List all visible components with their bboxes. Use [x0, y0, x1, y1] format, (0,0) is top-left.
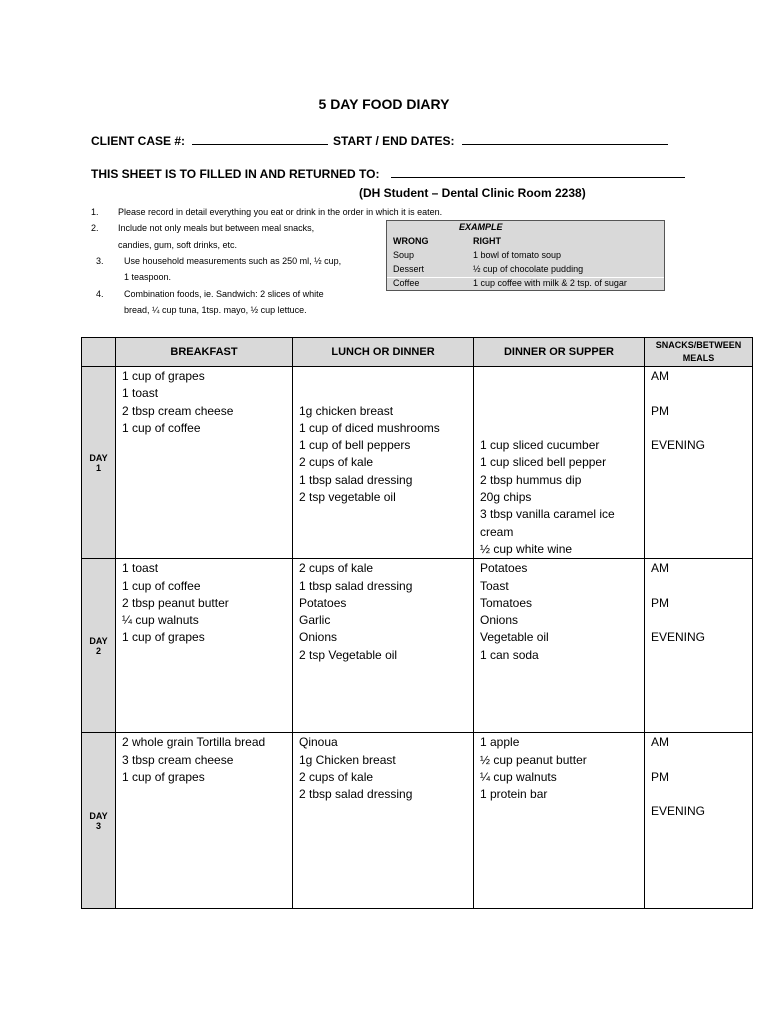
instruction-number: 2.	[91, 223, 99, 233]
breakfast-cell[interactable]	[116, 367, 293, 559]
food-item: 2 cups of kale	[299, 769, 374, 784]
example-wrong-item: Dessert	[393, 264, 425, 274]
food-item: 3 tbsp vanilla caramel ice cream	[480, 507, 615, 539]
snacks-cell[interactable]	[645, 367, 753, 559]
food-item: 20g chips	[480, 490, 532, 505]
example-right-item: ½ cup of chocolate pudding	[473, 264, 584, 274]
food-item: ½ cup peanut butter	[480, 752, 587, 767]
snacks-cell[interactable]	[645, 733, 753, 909]
food-item: 1 tbsp salad dressing	[299, 578, 413, 593]
food-item: 2 cups of kale	[299, 455, 374, 470]
food-item: 1 cup of diced mushrooms	[299, 420, 440, 435]
example-wrong-item: Soup	[393, 250, 415, 260]
column-header-dinner: DINNER OR SUPPER	[474, 338, 645, 367]
food-item: 3 tbsp cream cheese	[122, 752, 234, 767]
snack-slot-pm: PM	[651, 595, 669, 610]
example-wrong-item: Coffee	[393, 278, 420, 288]
food-item: 1 can soda	[480, 647, 539, 662]
snack-slot-am: AM	[651, 735, 669, 750]
food-item: ¼ cup walnuts	[122, 613, 199, 628]
food-item: 2 cups of kale	[299, 561, 374, 576]
food-item: ½ cup white wine	[480, 541, 573, 556]
example-right-item: 1 bowl of tomato soup	[473, 250, 562, 260]
food-item: 1 cup sliced cucumber	[480, 438, 600, 453]
breakfast-cell[interactable]	[116, 559, 293, 733]
food-item: 1 toast	[122, 386, 159, 401]
food-item: 1 cup of grapes	[122, 630, 205, 645]
lunch-cell[interactable]	[293, 367, 474, 559]
snack-slot-evening: EVENING	[651, 630, 706, 645]
food-item: 1 cup of coffee	[122, 578, 201, 593]
food-item: 2 tsp Vegetable oil	[299, 647, 398, 662]
example-box	[386, 220, 665, 291]
client-case-blank[interactable]	[192, 133, 328, 145]
food-item: 2 tbsp salad dressing	[299, 787, 413, 802]
snack-slot-evening: EVENING	[651, 438, 706, 453]
dinner-cell[interactable]	[474, 559, 645, 733]
food-item: Potatoes	[299, 595, 347, 610]
food-item: 1 cup sliced bell pepper	[480, 455, 607, 470]
start-end-label: START / END DATES:	[333, 134, 455, 148]
example-col-wrong: WRONG	[393, 236, 429, 246]
instruction-number: 3.	[96, 256, 104, 266]
table-row	[82, 367, 753, 559]
food-item: 2 tsp vegetable oil	[299, 490, 396, 505]
table-row	[82, 733, 753, 909]
snacks-cell[interactable]	[645, 559, 753, 733]
food-item: Potatoes	[480, 561, 528, 576]
page-title: 5 DAY FOOD DIARY	[318, 96, 450, 112]
example-title: EXAMPLE	[459, 222, 503, 232]
snack-slot-am: AM	[651, 561, 669, 576]
column-header-snacks: SNACKS/BETWEEN MEALS	[645, 338, 753, 367]
day-label	[82, 733, 116, 909]
day-number: 2	[95, 645, 101, 656]
breakfast-cell[interactable]	[116, 733, 293, 909]
food-item: Qinoua	[299, 735, 338, 750]
corner-cell	[82, 338, 116, 367]
food-item: Onions	[480, 613, 519, 628]
food-item: Toast	[480, 578, 509, 593]
food-item: 1 tbsp salad dressing	[299, 472, 413, 487]
food-item: 1 cup of bell peppers	[299, 438, 411, 453]
instruction-text: bread, ¼ cup tuna, 1tsp. mayo, ½ cup lettuce.	[124, 305, 307, 315]
start-end-dates-field	[333, 133, 668, 148]
food-item: 2 tbsp peanut butter	[122, 595, 229, 610]
day-word: DAY	[89, 635, 108, 646]
example-col-right: RIGHT	[473, 236, 501, 246]
lunch-cell[interactable]	[293, 733, 474, 909]
return-to-blank[interactable]	[391, 166, 685, 178]
food-item: Garlic	[299, 613, 331, 628]
instruction-text: candies, gum, soft drinks, etc.	[118, 240, 238, 250]
instruction-text: Include not only meals but between meal snacks,	[118, 223, 315, 233]
instruction-text: 1 teaspoon.	[124, 272, 172, 282]
food-item: Tomatoes	[480, 595, 533, 610]
table-header-row	[82, 338, 753, 367]
day-number: 1	[95, 462, 101, 473]
food-item: 1 apple	[480, 735, 520, 750]
food-item: 2 tbsp cream cheese	[122, 403, 234, 418]
instruction-number: 1.	[91, 207, 99, 217]
food-item: 1 cup of coffee	[122, 420, 201, 435]
example-right-item: 1 cup coffee with milk & 2 tsp. of sugar	[473, 278, 627, 288]
food-item: 1 toast	[122, 561, 159, 576]
food-item: 1 cup of grapes	[122, 769, 205, 784]
food-item: ¼ cup walnuts	[480, 769, 557, 784]
snack-slot-pm: PM	[651, 403, 669, 418]
food-item: 2 whole grain Tortilla bread	[122, 735, 266, 750]
return-note: (DH Student – Dental Clinic Room 2238)	[359, 186, 586, 200]
food-item: 1 cup of grapes	[122, 369, 205, 383]
day-word: DAY	[89, 452, 108, 463]
start-end-blank[interactable]	[462, 133, 668, 145]
instruction-text: Combination foods, ie. Sandwich: 2 slices of white	[124, 289, 324, 299]
day-number: 3	[95, 820, 101, 831]
column-header-breakfast: BREAKFAST	[116, 338, 293, 367]
client-case-field	[91, 133, 328, 148]
dinner-cell[interactable]	[474, 367, 645, 559]
day-label	[82, 367, 116, 559]
food-item: 2 tbsp hummus dip	[480, 472, 582, 487]
snack-slot-evening: EVENING	[651, 804, 706, 819]
snack-slot-pm: PM	[651, 769, 669, 784]
food-item: Onions	[299, 630, 338, 645]
instruction-text: Please record in detail everything you eat or drink in the order in which it is eaten.	[118, 207, 443, 217]
snack-slot-am: AM	[651, 369, 669, 383]
lunch-cell[interactable]	[293, 559, 474, 733]
instruction-number: 4.	[96, 289, 104, 299]
food-diary-table	[81, 337, 753, 909]
return-to-field	[91, 166, 685, 181]
table-row	[82, 559, 753, 733]
dinner-cell[interactable]	[474, 733, 645, 909]
day-word: DAY	[89, 810, 108, 821]
return-to-label: THIS SHEET IS TO FILLED IN AND RETURNED TO:	[91, 167, 380, 181]
food-item: 1 protein bar	[480, 787, 548, 802]
food-item: Vegetable oil	[480, 630, 549, 645]
day-label	[82, 559, 116, 733]
food-item: 1g Chicken breast	[299, 752, 396, 767]
client-case-label: CLIENT CASE #:	[91, 134, 186, 148]
food-item: 1g chicken breast	[299, 403, 394, 418]
column-header-lunch: LUNCH OR DINNER	[293, 338, 474, 367]
instruction-text: Use household measurements such as 250 ml, ½ cup,	[124, 256, 342, 266]
